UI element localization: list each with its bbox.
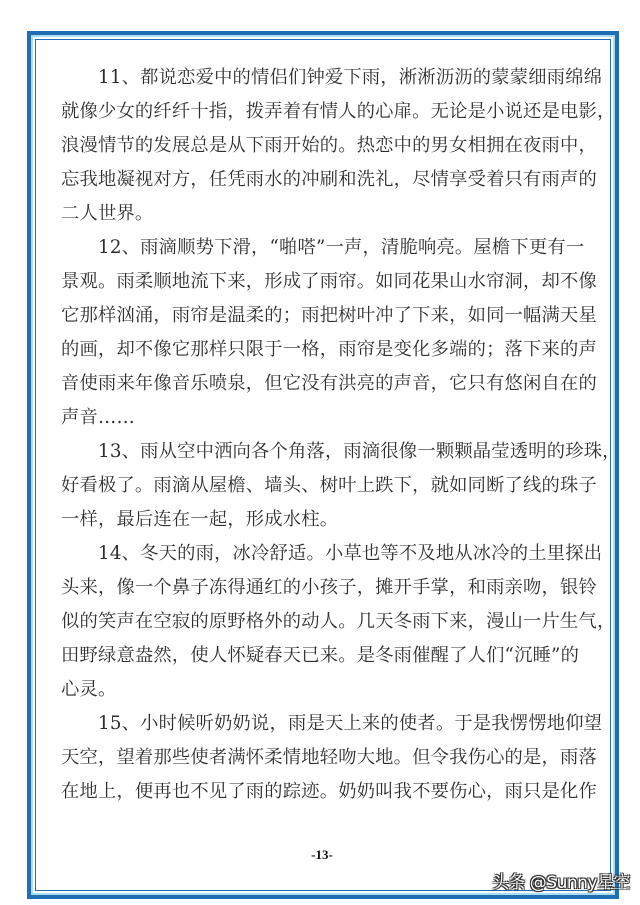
text-line: 音使雨来年像音乐喷泉，但它没有洪亮的声音，它只有悠闲自在的 bbox=[61, 373, 597, 394]
text-line: 田野绿意盎然，使人怀疑春天已来。是冬雨催醒了人们“沉睡”的 bbox=[61, 645, 580, 666]
text-line: 12、雨滴顺势下滑，“啪嗒”一声，清脆响亮。屋檐下更有一 bbox=[98, 237, 585, 258]
text-line: 13、雨从空中洒向各个角落，雨滴很像一颗颗晶莹透明的珍珠， bbox=[98, 441, 621, 462]
text-line: 似的笑声在空寂的原野格外的动人。几天冬雨下来，漫山一片生气， bbox=[61, 611, 616, 632]
text-line: 声音…… bbox=[61, 407, 135, 428]
text-line: 11、都说恋爱中的情侣们钟爱下雨，淅淅沥沥的蒙蒙细雨绵绵 bbox=[98, 67, 603, 88]
paragraph-13 bbox=[61, 438, 621, 540]
text-line: 二人世界。 bbox=[61, 203, 154, 224]
text-line: 一样，最后连在一起，形成水柱。 bbox=[61, 509, 339, 530]
document-body bbox=[61, 64, 621, 812]
text-line: 头来，像一个鼻子冻得通红的小孩子，摊开手掌，和雨亲吻，银铃 bbox=[61, 577, 597, 598]
text-line: 15、小时候听奶奶说，雨是天上来的使者。于是我愣愣地仰望 bbox=[98, 713, 603, 734]
text-line: 就像少女的纤纤十指，拨弄着有情人的心扉。无论是小说还是电影， bbox=[61, 101, 616, 122]
text-line: 在地上，便再也不见了雨的踪迹。奶奶叫我不要伤心，雨只是化作 bbox=[61, 781, 597, 802]
text-line: 心灵。 bbox=[61, 679, 117, 700]
text-line: 忘我地凝视对方，任凭雨水的冲刷和洗礼，尽情享受着只有雨声的 bbox=[61, 169, 597, 190]
paragraph-14 bbox=[61, 540, 616, 710]
text-line: 天空，望着那些使者满怀柔情地轻吻大地。但令我伤心的是，雨落 bbox=[61, 747, 597, 768]
text-line: 14、冬天的雨，冰冷舒适。小草也等不及地从冰冷的土里探出 bbox=[98, 543, 603, 564]
paragraph-15 bbox=[61, 710, 603, 812]
watermark: 头条 @Sunny星空 bbox=[491, 873, 630, 893]
page-number: -13- bbox=[311, 847, 333, 862]
text-line: 它那样汹涌，雨帘是温柔的；雨把树叶冲了下来，如同一幅满天星 bbox=[61, 305, 597, 326]
paragraph-11 bbox=[61, 64, 616, 234]
text-line: 景观。雨柔顺地流下来，形成了雨帘。如同花果山水帘洞，却不像 bbox=[61, 271, 597, 292]
text-line: 的画，却不像它那样只限于一格，雨帘是变化多端的；落下来的声 bbox=[61, 339, 597, 360]
text-line: 好看极了。雨滴从屋檐、墙头、树叶上跌下，就如同断了线的珠子 bbox=[61, 475, 597, 496]
text-line: 浪漫情节的发展总是从下雨开始的。热恋中的男女相拥在夜雨中， bbox=[61, 135, 597, 156]
paragraph-12 bbox=[61, 234, 597, 438]
